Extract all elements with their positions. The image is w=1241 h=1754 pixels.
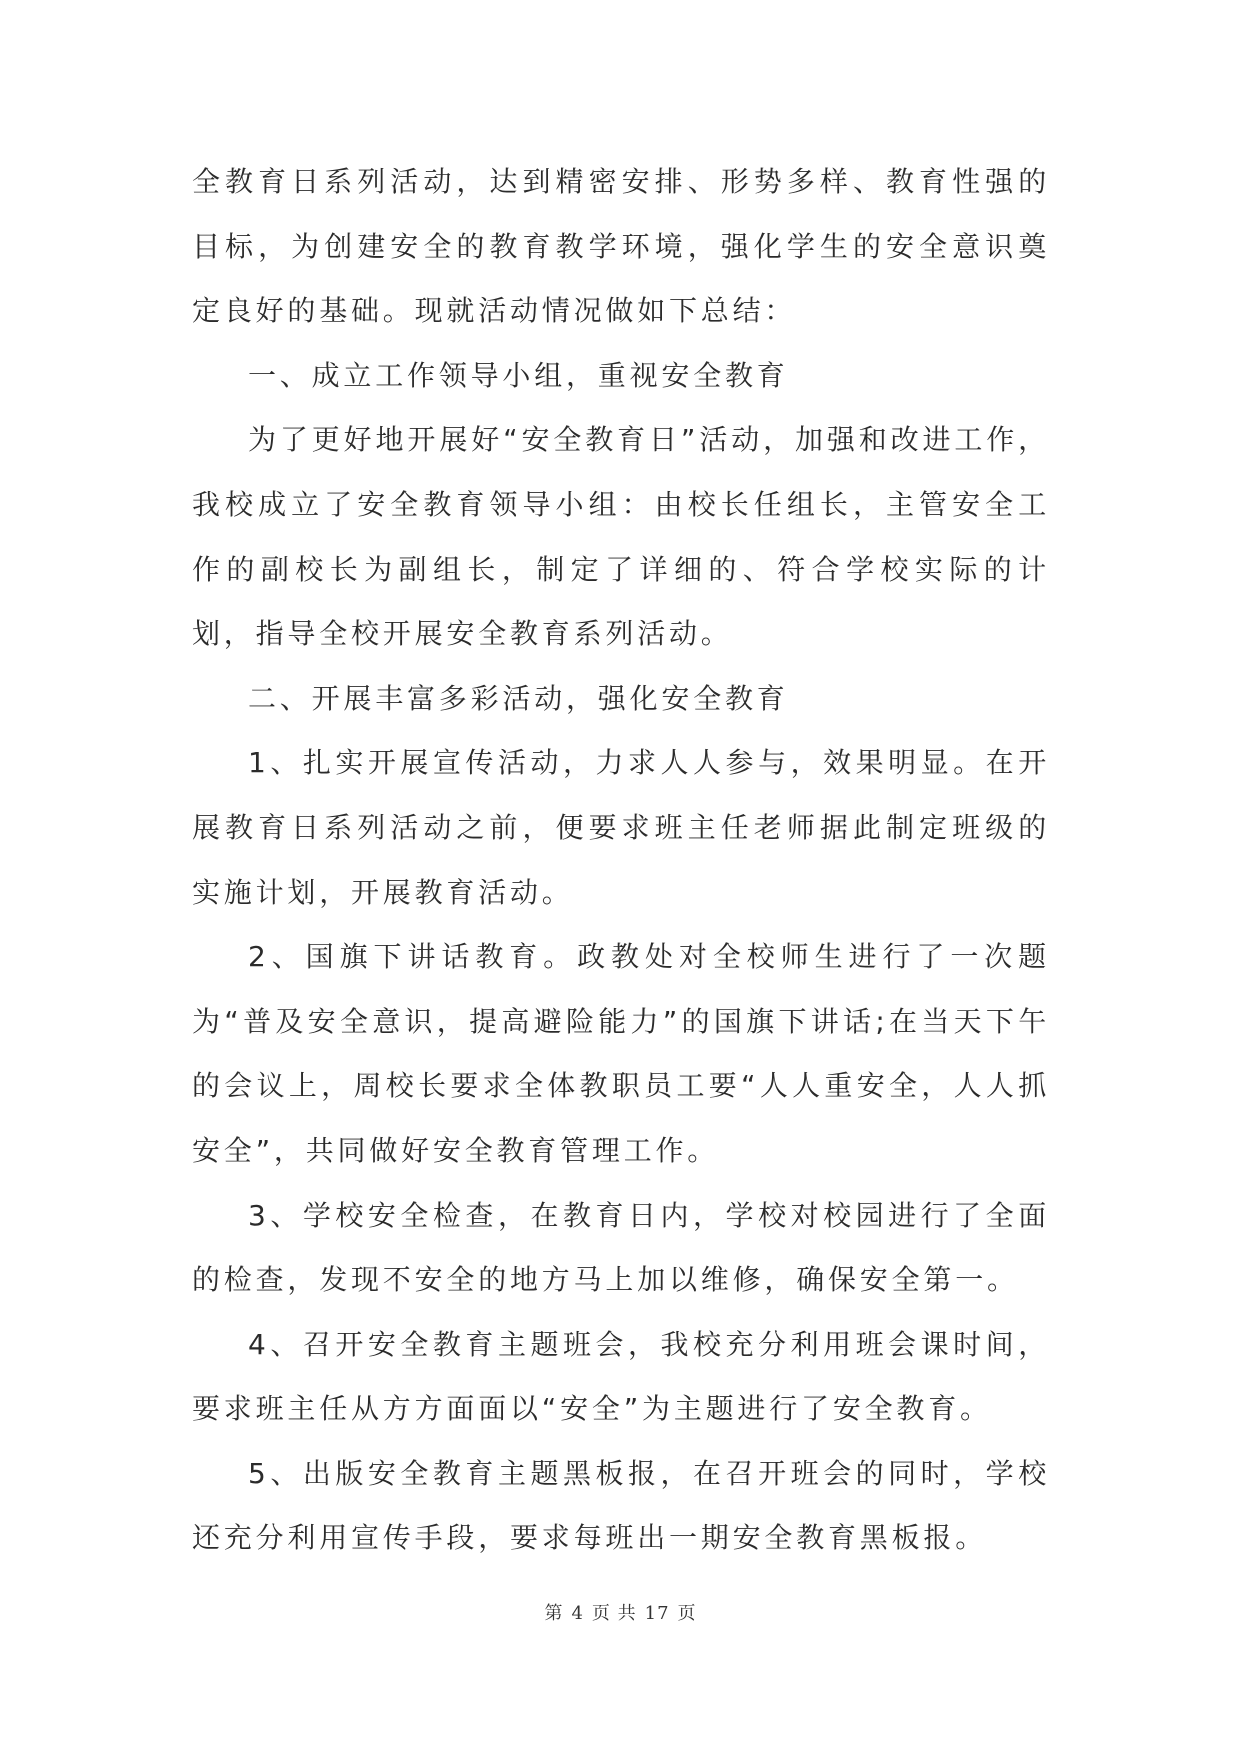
footer-total-pages: 17 — [644, 1603, 670, 1624]
footer-page-number: 4 — [571, 1603, 584, 1624]
list-item-3: 3、学校安全检查，在教育日内，学校对校园进行了全面的检查，发现不安全的地方马上加以维修，确保安全第一。 — [192, 1198, 1050, 1297]
document-body — [192, 150, 1050, 1571]
list-item-5: 5、出版安全教育主题黑板报，在召开班会的同时，学校还充分利用宣传手段，要求每班出一期安全教育黑板报。 — [192, 1456, 1050, 1555]
footer-prefix: 第 — [544, 1603, 564, 1624]
list-item-4: 4、召开安全教育主题班会，我校充分利用班会课时间，要求班主任从方方面面以“安全”为主题进行了安全教育。 — [192, 1327, 1050, 1426]
footer-middle: 页 共 — [591, 1603, 637, 1624]
paragraph-1: 全教育日系列活动，达到精密安排、形势多样、教育性强的目标，为创建安全的教育教学环境，强化学生的安全意识奠定良好的基础。现就活动情况做如下总结： — [192, 165, 1050, 328]
list-item-1: 1、扎实开展宣传活动，力求人人参与，效果明显。在开展教育日系列活动之前，便要求班主任老师据此制定班级的实施计划，开展教育活动。 — [192, 746, 1050, 909]
list-item-2: 2、国旗下讲话教育。政教处对全校师生进行了一次题为“普及安全意识，提高避险能力”的国旗下讲话;在当天下午的会议上，周校长要求全体教职员工要“人人重安全，人人抓安全”，共同做好安全教育管理工作。 — [192, 940, 1050, 1167]
section-heading-2: 二、开展丰富多彩活动，强化安全教育 — [248, 681, 789, 715]
section-heading-1: 一、成立工作领导小组，重视安全教育 — [248, 358, 789, 392]
footer-suffix: 页 — [677, 1603, 697, 1624]
paragraph-2: 为了更好地开展好“安全教育日”活动，加强和改进工作，我校成立了安全教育领导小组：由校长任组长，主管安全工作的副校长为副组长，制定了详细的、符合学校实际的计划，指导全校开展安全教育系列活动。 — [192, 423, 1050, 651]
page-footer — [0, 1599, 1241, 1625]
